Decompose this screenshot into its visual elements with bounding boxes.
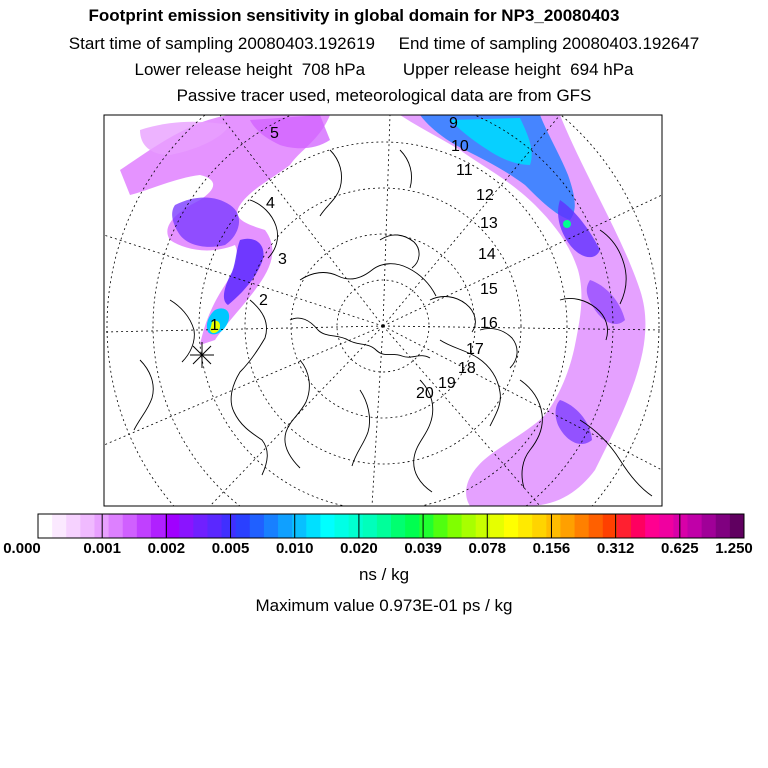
colorbar-segment [673, 514, 688, 538]
colorbar-tick-label: 0.010 [275, 540, 314, 557]
colorbar-tick-label: 0.039 [404, 540, 442, 557]
colorbar-segment [476, 514, 491, 538]
colorbar-segment [716, 514, 731, 538]
colorbar-segment [447, 514, 462, 538]
day-label: 20 [416, 385, 434, 402]
day-label: 1 [210, 317, 219, 334]
colorbar-tick-label: 0.156 [532, 540, 571, 557]
day-label: 16 [480, 315, 498, 332]
colorbar-segment [236, 514, 251, 538]
day-label: 15 [480, 281, 498, 298]
day-label: 18 [458, 360, 476, 377]
colorbar-segment [730, 514, 745, 538]
sampling-times: Start time of sampling 20080403.192619 End time of sampling 20080403.192647 [68, 34, 700, 53]
day-label: 17 [466, 341, 484, 358]
colorbar-segment [419, 514, 434, 538]
colorbar-segment [38, 514, 53, 538]
colorbar-segment [518, 514, 533, 538]
colorbar-segment [589, 514, 604, 538]
day-label: 10 [451, 138, 469, 155]
colorbar-segment [504, 514, 519, 538]
colorbar-segment [66, 514, 81, 538]
colorbar-tick-label: 0.001 [83, 540, 121, 557]
colorbar-tick-labels [3, 540, 753, 557]
day-label: 9 [449, 115, 458, 132]
day-label: 14 [478, 246, 496, 263]
colorbar-segment [165, 514, 180, 538]
maximum-value: Maximum value 0.973E-01 ps / kg [255, 596, 513, 615]
colorbar-segment [349, 514, 364, 538]
day-label: 4 [266, 195, 275, 212]
colorbar-segment [222, 514, 237, 538]
colorbar-segment [560, 514, 575, 538]
colorbar-segment [179, 514, 194, 538]
colorbar-segment [702, 514, 717, 538]
colorbar-segment [250, 514, 265, 538]
colorbar-tick-label: 0.002 [147, 540, 186, 557]
colorbar [38, 514, 745, 538]
colorbar-segment [405, 514, 420, 538]
colorbar-segment [52, 514, 67, 538]
colorbar-tick-label: 1.250 [715, 540, 753, 557]
colorbar-segment [688, 514, 703, 538]
colorbar-segment [659, 514, 674, 538]
day-label: 11 [456, 162, 473, 179]
day-label: 12 [476, 187, 494, 204]
colorbar-unit: ns / kg [358, 565, 410, 584]
release-heights: Lower release height 708 hPa Upper release height 694 hPa [134, 60, 634, 79]
colorbar-segment [391, 514, 406, 538]
colorbar-segment [532, 514, 547, 538]
day-label: 3 [278, 251, 287, 268]
colorbar-segment [264, 514, 279, 538]
colorbar-tick-label: 0.078 [468, 540, 507, 557]
colorbar-segment [193, 514, 208, 538]
colorbar-segment [207, 514, 222, 538]
colorbar-tick-label: 0.000 [3, 540, 41, 557]
colorbar-segment [335, 514, 350, 538]
colorbar-segment [363, 514, 378, 538]
day-label: 5 [270, 125, 279, 142]
colorbar-tick-label: 0.312 [596, 540, 635, 557]
figure-title: Footprint emission sensitivity in global domain for NP3_20080403 [88, 6, 620, 25]
colorbar-segment [546, 514, 561, 538]
colorbar-segment [377, 514, 392, 538]
colorbar-segment [80, 514, 95, 538]
colorbar-segment [278, 514, 293, 538]
colorbar-segment [631, 514, 646, 538]
colorbar-segment [645, 514, 660, 538]
colorbar-segment [320, 514, 335, 538]
colorbar-tick-label: 0.625 [661, 540, 699, 557]
colorbar-segment [123, 514, 138, 538]
colorbar-tick-label: 0.020 [340, 540, 378, 557]
day-label: 2 [259, 292, 268, 309]
tracer-note: Passive tracer used, meteorological data are from GFS [176, 86, 592, 105]
day-label: 19 [438, 375, 456, 392]
colorbar-segment [575, 514, 590, 538]
colorbar-segment [306, 514, 321, 538]
colorbar-segment [490, 514, 505, 538]
asterisk-icon [190, 342, 214, 368]
colorbar-segment [137, 514, 152, 538]
colorbar-segment [109, 514, 124, 538]
colorbar-segment [151, 514, 166, 538]
day-label: 13 [480, 215, 498, 232]
colorbar-segment [462, 514, 477, 538]
colorbar-tick-label: 0.005 [211, 540, 250, 557]
colorbar-segment [433, 514, 448, 538]
colorbar-segment [617, 514, 632, 538]
